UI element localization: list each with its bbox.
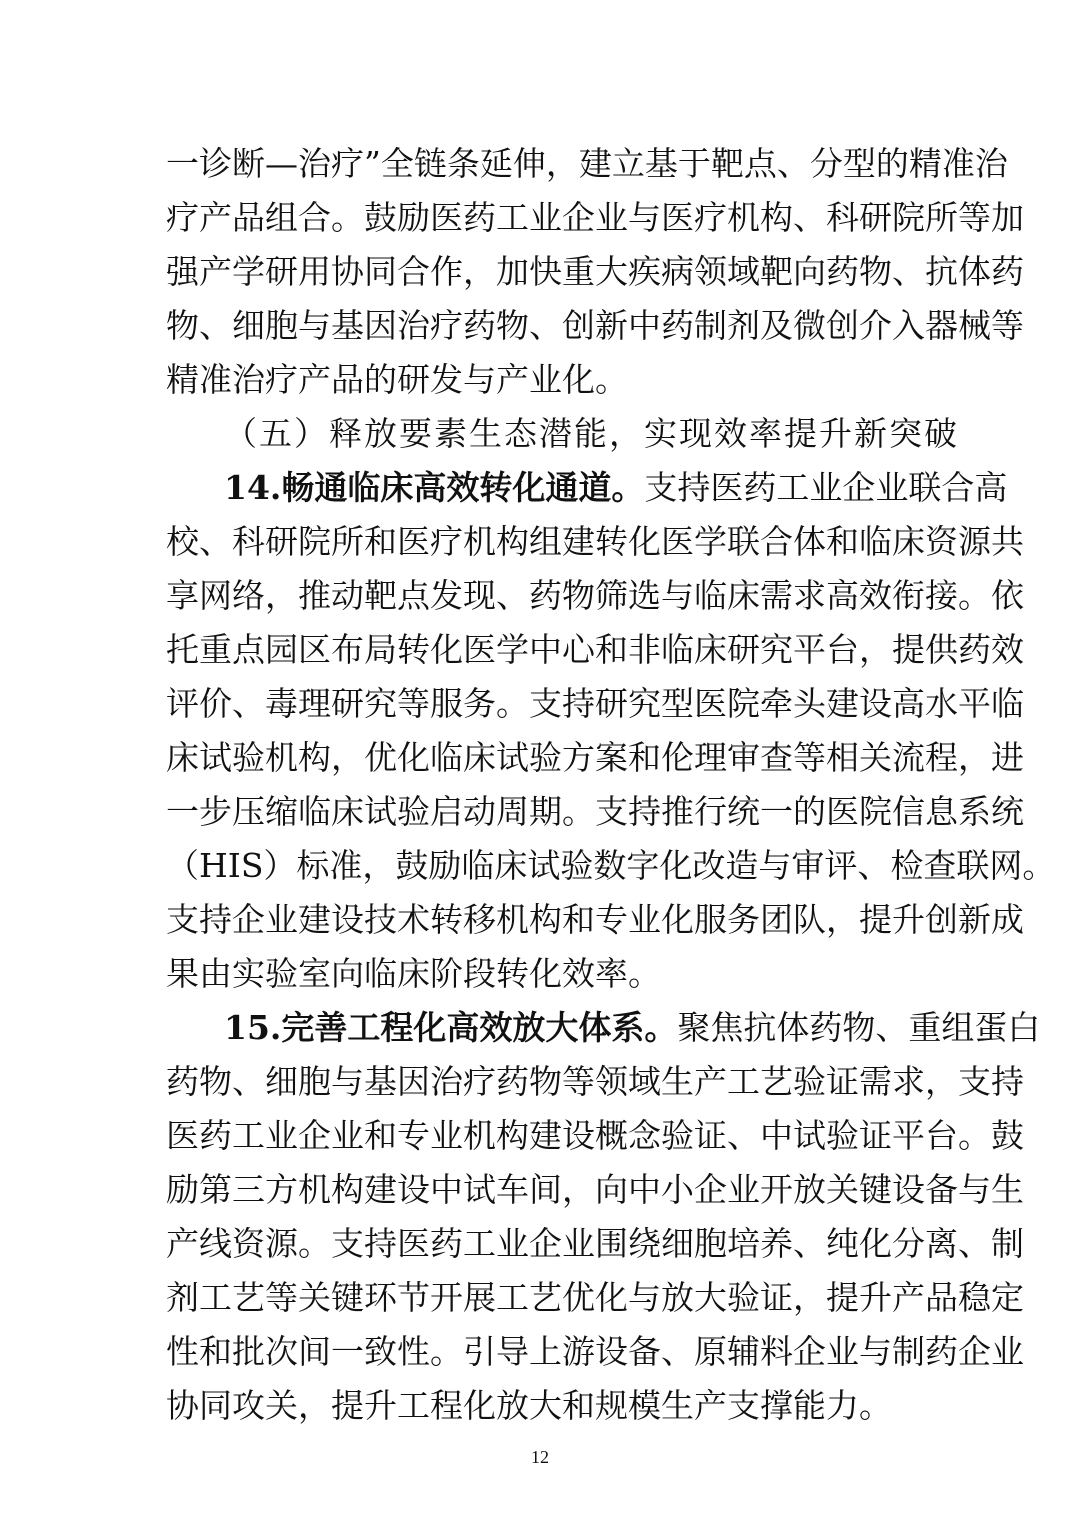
paragraph-line: 校、科研院所和医疗机构组建转化医学联合体和临床资源共 (166, 522, 1024, 561)
paragraph-line: 享网络，推动靶点发现、药物筛选与临床需求高效衔接。依 (166, 576, 1024, 615)
item-14-first-line-text: 支持医药工业企业联合高 (644, 468, 1008, 507)
paragraph-line: 性和批次间一致性。引导上游设备、原辅料企业与制药企业 (166, 1332, 1024, 1371)
item-14-first-line (224, 468, 1008, 508)
paragraph-line: （HIS）标准，鼓励临床试验数字化改造与审评、检查联网。 (166, 846, 1056, 885)
paragraph-line: 产线资源。支持医药工业企业围绕细胞培养、纯化分离、制 (166, 1224, 1024, 1263)
paragraph-line: 一步压缩临床试验启动周期。支持推行统一的医院信息系统 (166, 792, 1024, 831)
paragraph-line: 协同攻关，提升工程化放大和规模生产支撑能力。 (166, 1386, 892, 1425)
item-15-first-line (224, 1008, 1041, 1048)
paragraph-line: 果由实验室向临床阶段转化效率。 (166, 954, 661, 993)
paragraph-line: 评价、毒理研究等服务。支持研究型医院牵头建设高水平临 (166, 684, 1024, 723)
paragraph-line: 疗产品组合。鼓励医药工业企业与医疗机构、科研院所等加 (166, 198, 1024, 237)
section-heading: （五）释放要素生态潜能，实现效率提升新突破 (224, 414, 959, 453)
paragraph-line: 支持企业建设技术转移机构和专业化服务团队，提升创新成 (166, 900, 1024, 939)
paragraph-line: 床试验机构，优化临床试验方案和伦理审查等相关流程，进 (166, 738, 1024, 777)
item-15-first-line-text: 聚焦抗体药物、重组蛋白 (677, 1008, 1041, 1047)
paragraph-line: 剂工艺等关键环节开展工艺优化与放大验证，提升产品稳定 (166, 1278, 1024, 1317)
paragraph-line: 精准治疗产品的研发与产业化。 (166, 360, 628, 399)
paragraph-line: 托重点园区布局转化医学中心和非临床研究平台，提供药效 (166, 630, 1024, 669)
paragraph-line: 医药工业企业和专业机构建设概念验证、中试验证平台。鼓 (166, 1116, 1024, 1155)
paragraph-line: 物、细胞与基因治疗药物、创新中药制剂及微创介入器械等 (166, 306, 1024, 345)
paragraph-line: 强产学研用协同合作，加快重大疾病领域靶向药物、抗体药 (166, 252, 1024, 291)
paragraph-line: 励第三方机构建设中试车间，向中小企业开放关键设备与生 (166, 1170, 1024, 1209)
page-number: 12 (531, 1447, 549, 1467)
item-14-title: 14.畅通临床高效转化通道。 (224, 468, 645, 507)
paragraph-line: 一诊断—治疗”全链条延伸，建立基于靶点、分型的精准治 (166, 144, 1008, 183)
item-15-title: 15.完善工程化高效放大体系。 (224, 1008, 678, 1047)
paragraph-line: 药物、细胞与基因治疗药物等领域生产工艺验证需求，支持 (166, 1062, 1024, 1101)
